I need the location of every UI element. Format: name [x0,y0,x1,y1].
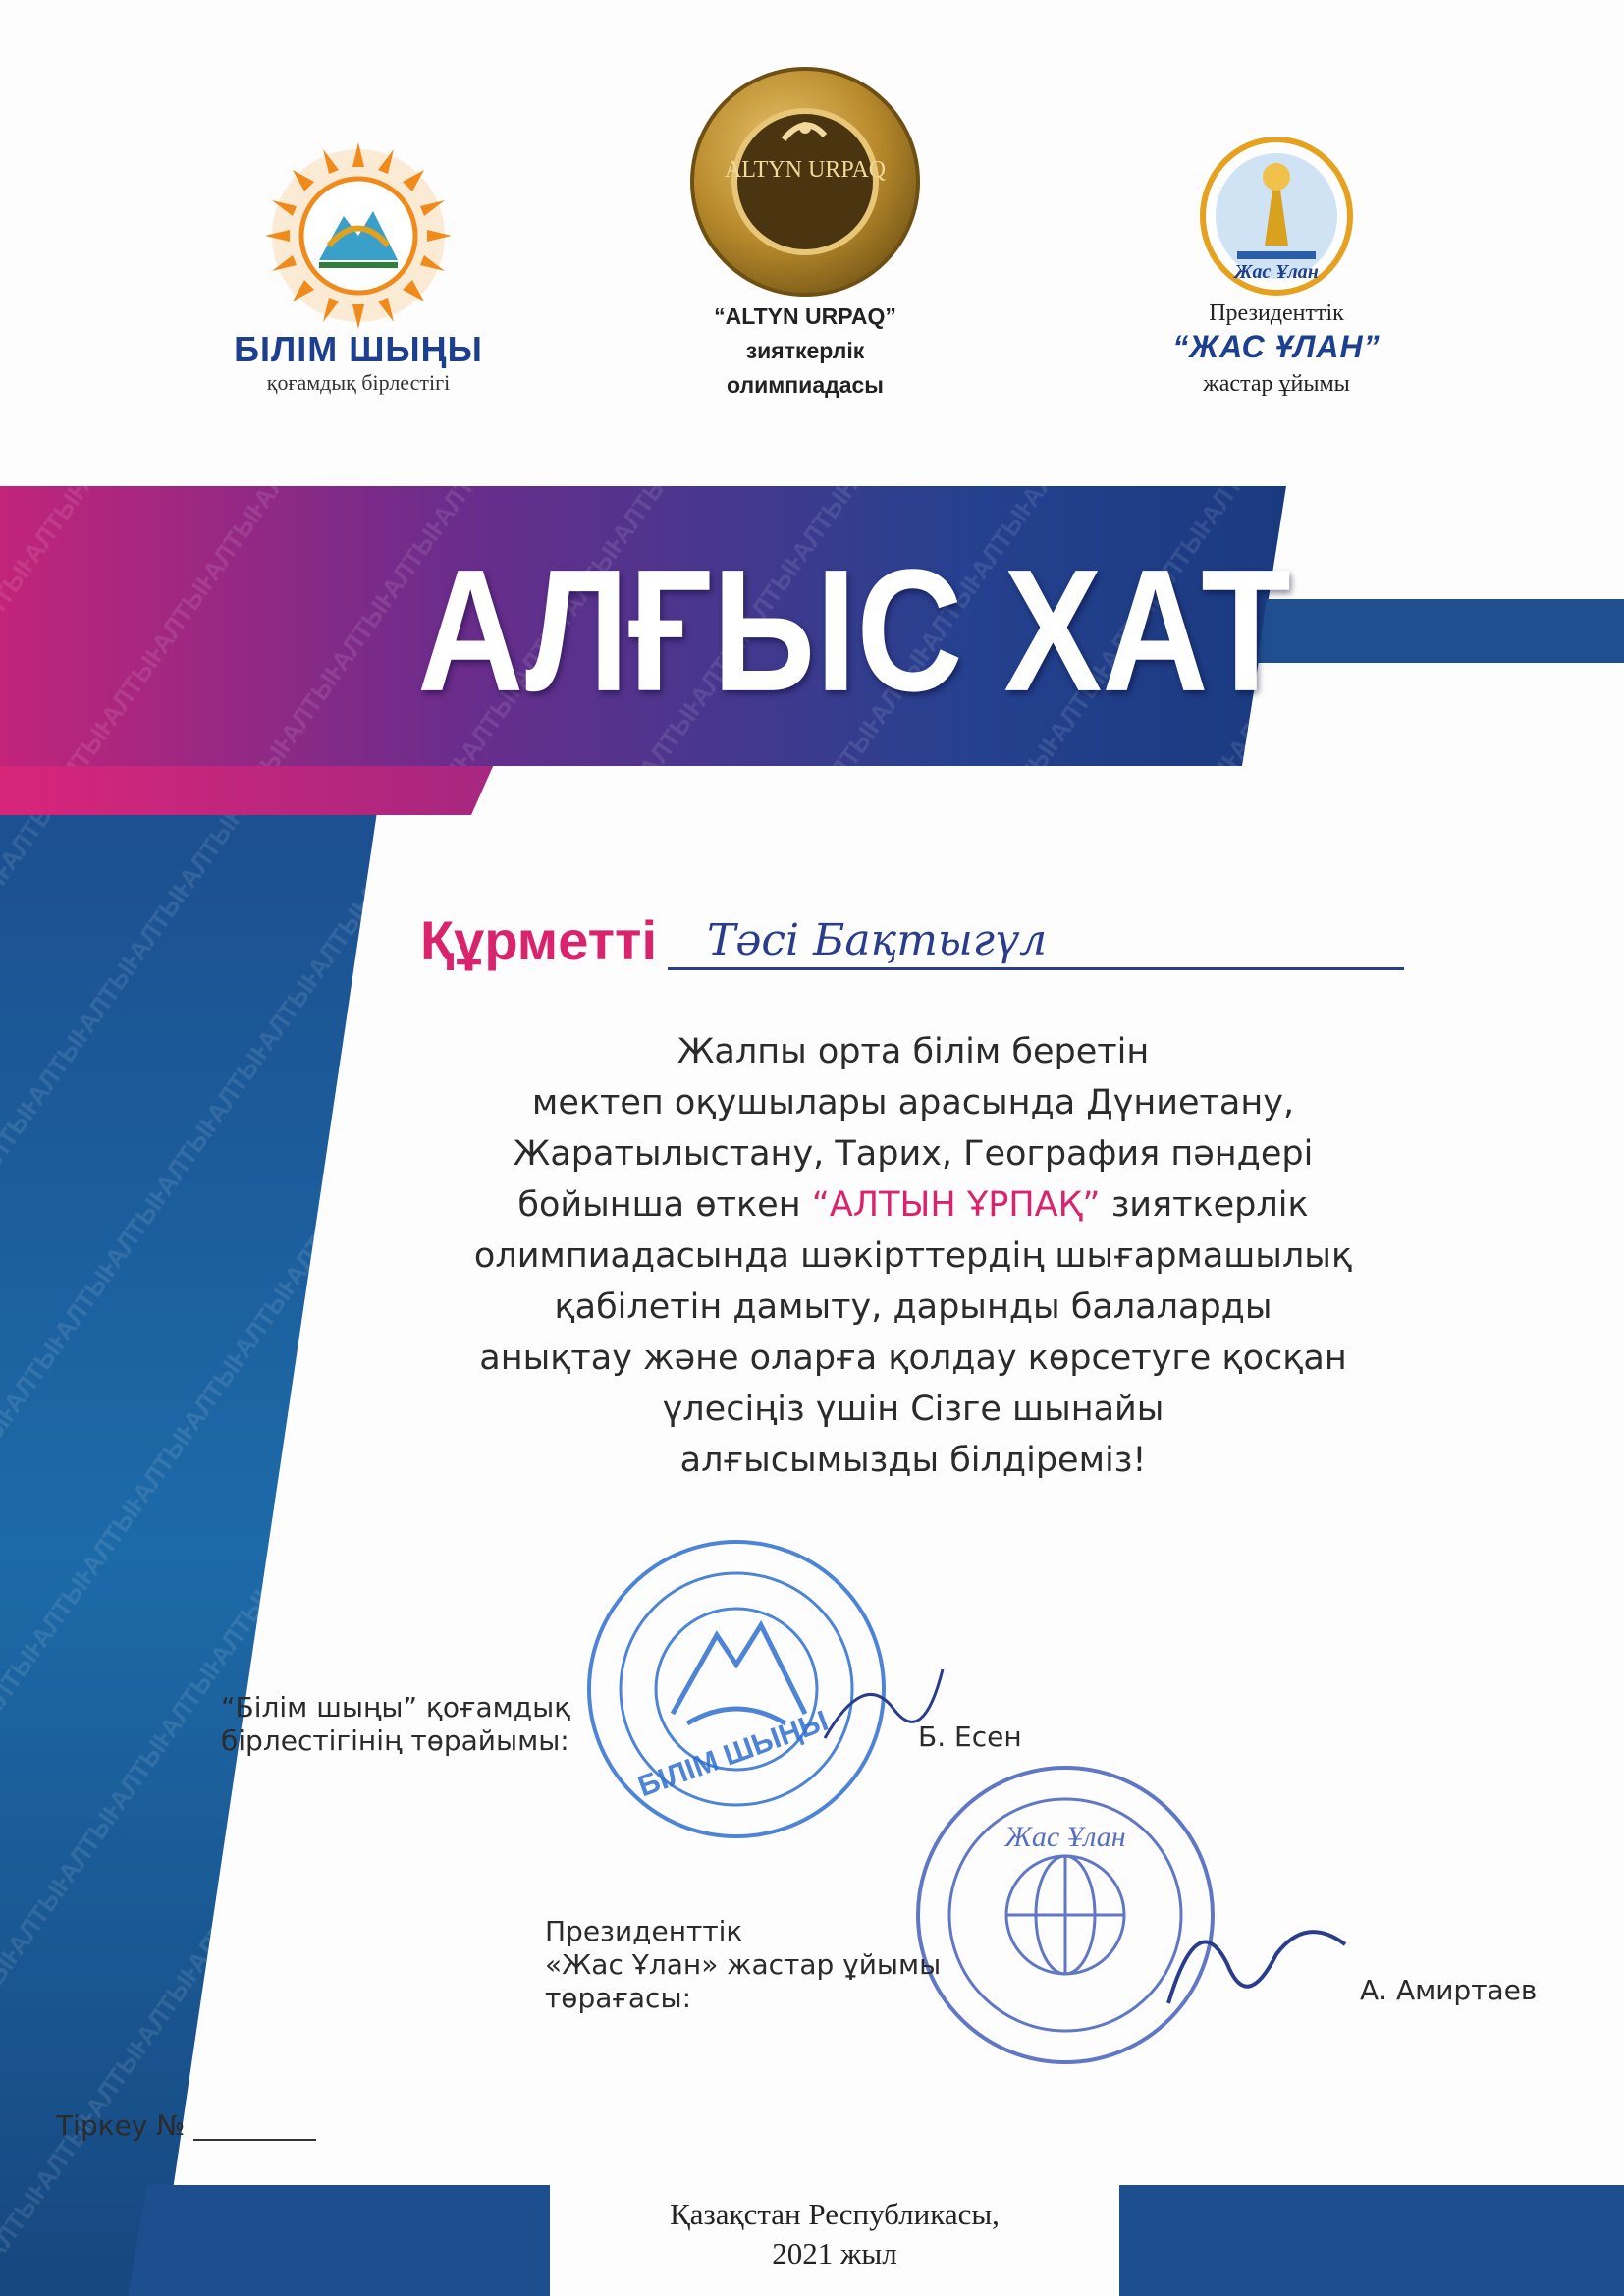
altyn-caption-1: “ALTYN URPAQ” [714,303,896,329]
signature-2-scribble [1159,1895,1355,2023]
signature-1-role-line: бірлестігінің төрайымы: [221,1724,569,1757]
jas-ulan-emblem-text: Жас Ұлан [1234,261,1319,283]
footer-country: Қазақстан Республикасы, [670,2197,1000,2231]
altyn-urpaq-logo [668,59,943,412]
signature-1-name: Б. Есен [918,1721,1022,1753]
altyn-medal-text: ALTYN URPAQ [724,157,887,183]
body-line: мектеп оқушылары арасында Дүниетану, [531,1083,1295,1122]
body-text [373,1026,1453,1486]
footer-year: 2021 жыл [772,2236,897,2270]
altyn-urpaq-medal-icon [668,59,943,300]
bilim-logo-title: БІЛІМ ШЫҢЫ [234,329,483,369]
jas-stamp-text: Жас Ұлан [1004,1821,1126,1853]
altyn-caption-2: зияткерлік [745,338,865,363]
registration-label: Тіркеу № [56,2109,186,2142]
altyn-caption-3: олимпиадасы [727,372,884,398]
olympiad-highlight: “АЛТЫН ҰРПАҚ” [811,1185,1101,1225]
signature-2-role [545,1915,941,2015]
body-line: олимпиадасында шәкірттердің шығармашылық [473,1236,1353,1276]
body-line: алғысымызды білдіреміз! [679,1441,1147,1480]
jas-caption-2: “ЖАС ҰЛАН” [1172,329,1380,364]
body-line: анықтау және оларға қолдау көрсетуге қосқан [479,1339,1347,1378]
bilim-logo-subtitle: қоғамдық бірлестігі [266,370,451,395]
signature-2-role-line: төрағасы: [545,1982,691,2014]
jas-caption-1: Президенттік [1209,301,1344,326]
bilim-stamp-text: БІЛІМ ШЫҢЫ [633,1704,833,1804]
recipient-name: Тəсі Бақтыгүл [707,915,1048,965]
recipient-line [668,967,1404,970]
body-line-post: зияткерлік [1100,1185,1309,1225]
right-blue-stripe [1257,599,1624,663]
signature-1-role-line: “Білім шыңы” қоғамдық [221,1691,571,1723]
body-line: қабілетін дамыту, дарынды балаларды [554,1287,1272,1327]
footer [550,2195,1119,2273]
body-line [373,1179,1453,1230]
signature-2-role-line: Президенттік [545,1915,743,1947]
signature-1-role [221,1691,570,1758]
registration-line [193,2139,316,2141]
body-line-pre: бойынша өткен [517,1185,812,1225]
signature-2-role-line: «Жас Ұлан» жастар ұйымы [545,1948,942,1981]
jas-ulan-emblem-icon [1129,137,1424,300]
body-line: үлесіңіз үшін Сізге шынайы [662,1390,1164,1429]
body-line: Жалпы орта білім беретін [677,1032,1150,1071]
jas-ulan-logo [1129,137,1424,403]
sun-emblem-icon [236,137,481,334]
page-title: АЛҒЫС ХАТ [417,532,1291,728]
bilim-logo [234,137,483,395]
body-line: Жаратылыстану, Тарих, География пәндері [513,1134,1314,1174]
greeting-label: Құрметті [420,909,658,971]
signature-2-name: А. Амиртаев [1360,1974,1538,2006]
jas-caption-3: жастар ұйымы [1203,371,1350,397]
